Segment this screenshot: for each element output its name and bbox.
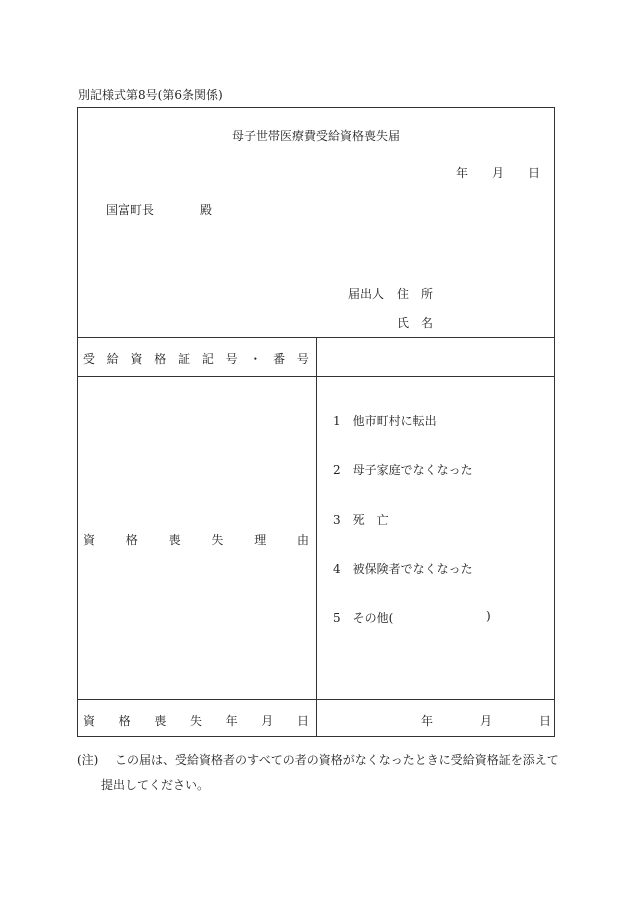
label-char: 格 <box>125 533 138 547</box>
label-char: 資 <box>83 714 96 728</box>
label-char: 喪 <box>168 533 181 547</box>
loss-date-field[interactable] <box>318 700 554 736</box>
addressee-name: 国富町長 <box>106 203 155 217</box>
date-month-label: 月 <box>492 166 505 180</box>
label-char: 格 <box>118 714 131 728</box>
label-char: 日 <box>296 714 309 728</box>
address-label-char: 住 <box>397 287 410 301</box>
label-char: 資 <box>130 352 143 366</box>
label-char: 由 <box>296 533 309 547</box>
name-label-char: 氏 <box>397 316 410 330</box>
label-char: 給 <box>106 352 119 366</box>
label-char: ・ <box>249 352 262 366</box>
label-char: 失 <box>211 533 224 547</box>
loss-reason-label <box>83 531 309 548</box>
loss-date-year-label: 年 <box>421 714 434 728</box>
label-char: 証 <box>178 352 191 366</box>
form-number-label: 別記様式第8号(第6条関係) <box>78 88 223 102</box>
label-char: 理 <box>254 533 267 547</box>
label-char: 記 <box>201 352 214 366</box>
reason-option[interactable]: 5 その他( <box>333 611 394 625</box>
name-label-char: 名 <box>421 316 434 330</box>
reason-option[interactable]: 1 他市町村に転出 <box>333 414 437 428</box>
label-char: 年 <box>225 714 238 728</box>
loss-date-month-label: 月 <box>480 714 493 728</box>
note-line-1: この届は、受給資格者のすべての者の資格がなくなったときに受給資格証を添えて <box>115 753 559 767</box>
form-title: 母子世帯医療費受給資格喪失届 <box>231 129 400 143</box>
label-char: 格 <box>154 352 167 366</box>
date-year-label: 年 <box>456 166 469 180</box>
applicant-label: 届出人 <box>348 287 385 301</box>
reason-other-field[interactable] <box>400 606 484 626</box>
reason-option[interactable]: 3 死 亡 <box>333 513 389 527</box>
date-day-label: 日 <box>528 166 541 180</box>
reason-option[interactable]: 2 母子家庭でなくなった <box>333 463 473 477</box>
label-char: 受 <box>83 352 96 366</box>
note-prefix: (注) <box>77 753 99 767</box>
reason-other-close-paren: ) <box>486 609 491 623</box>
label-char: 資 <box>83 533 96 547</box>
label-char: 号 <box>225 352 238 366</box>
reason-option[interactable]: 4 被保険者でなくなった <box>333 562 473 576</box>
label-char: 月 <box>261 714 274 728</box>
loss-date-label <box>83 712 309 729</box>
note-line-2: 提出してください。 <box>101 778 210 792</box>
label-char: 番 <box>273 352 286 366</box>
certificate-number-field[interactable] <box>318 338 554 375</box>
column-divider <box>316 337 317 737</box>
address-label-char: 所 <box>421 287 434 301</box>
label-char: 失 <box>189 714 202 728</box>
label-char: 喪 <box>154 714 167 728</box>
label-char: 号 <box>296 352 309 366</box>
loss-date-day-label: 日 <box>539 714 552 728</box>
certificate-number-label <box>83 350 309 367</box>
addressee-honorific: 殿 <box>200 203 213 217</box>
